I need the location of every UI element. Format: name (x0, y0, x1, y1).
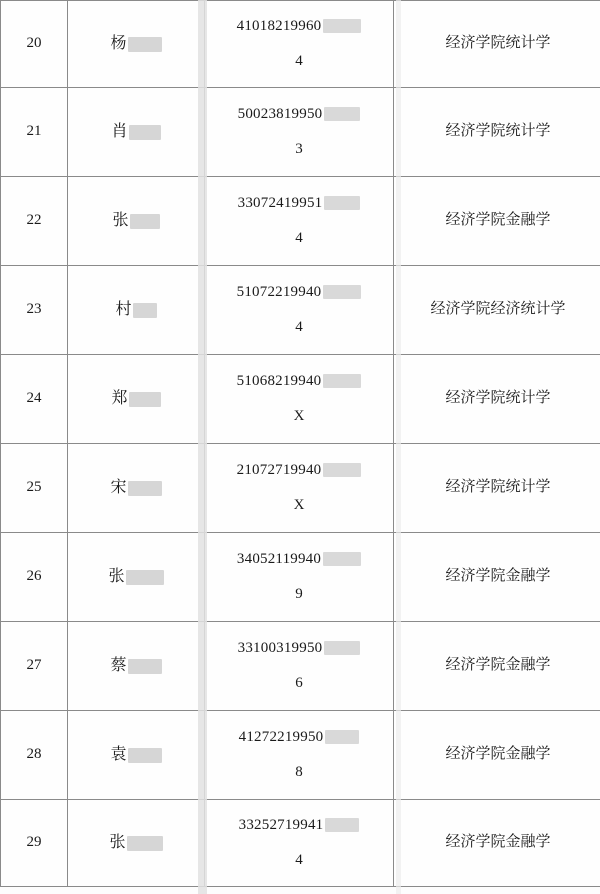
cell-id-number (205, 533, 394, 622)
cell-department-major (394, 444, 600, 533)
id-number-redaction (323, 374, 361, 388)
name-redaction (128, 748, 162, 763)
cell-id-number (205, 266, 394, 355)
cell-name (68, 355, 205, 444)
index-value: 26 (26, 568, 42, 585)
id-number-prefix: 50023819950 (237, 105, 323, 122)
id-number-first-line (238, 102, 361, 128)
id-number-suffix: 9 (295, 586, 303, 602)
id-number-suffix: 4 (295, 319, 303, 335)
id-number-prefix: 33252719941 (238, 816, 324, 833)
id-number-redaction (323, 19, 361, 33)
index-value: 21 (26, 123, 42, 140)
cell-id-number (205, 355, 394, 444)
name-visible-text: 杨 (110, 35, 127, 53)
id-number-first-line (238, 636, 361, 662)
cell-id-number (205, 177, 394, 266)
name-redaction (133, 303, 157, 318)
cell-index (1, 622, 68, 711)
department-major-value: 经济学院金融学 (445, 568, 551, 585)
id-number-redaction (323, 285, 361, 299)
cell-department-major (394, 355, 600, 444)
id-number-first-line (237, 280, 362, 306)
index-value: 29 (26, 834, 42, 851)
cell-index (1, 1, 68, 88)
id-number-suffix: 8 (295, 764, 303, 780)
id-number-first-line (239, 813, 360, 839)
cell-id-number (205, 444, 394, 533)
name-redaction (129, 392, 161, 407)
cell-name (68, 444, 205, 533)
cell-index (1, 177, 68, 266)
name-value (110, 741, 161, 768)
name-redaction (128, 37, 162, 52)
id-number-first-line (237, 458, 362, 484)
id-number-prefix: 51072219940 (236, 283, 322, 300)
id-number-prefix: 41272219950 (238, 728, 324, 745)
name-visible-text: 蔡 (110, 657, 127, 675)
name-redaction (128, 659, 162, 674)
cell-department-major (394, 177, 600, 266)
cell-index (1, 266, 68, 355)
name-redaction (130, 214, 160, 229)
name-value (111, 118, 160, 145)
table-row (1, 622, 600, 711)
name-visible-text: 张 (109, 834, 126, 852)
name-value (110, 30, 161, 57)
id-number-prefix: 33100319950 (237, 639, 323, 656)
department-major-value: 经济学院统计学 (445, 479, 551, 496)
id-number-redaction (324, 107, 360, 121)
name-visible-text: 郑 (111, 390, 128, 408)
id-number-suffix: 3 (295, 141, 303, 157)
name-value (111, 385, 160, 412)
cell-id-number (205, 622, 394, 711)
cell-index (1, 444, 68, 533)
id-number-first-line (237, 547, 361, 573)
id-number-suffix: X (293, 408, 305, 424)
cell-name (68, 177, 205, 266)
id-number-prefix: 34052119940 (236, 550, 322, 567)
name-redaction (127, 836, 163, 851)
name-value (112, 207, 159, 234)
department-major-value: 经济学院统计学 (445, 390, 551, 407)
table-row (1, 266, 600, 355)
table-body (1, 1, 600, 887)
index-value: 24 (26, 390, 42, 407)
cell-name (68, 88, 205, 177)
table-row (1, 711, 600, 800)
id-number-suffix: 4 (295, 230, 303, 246)
index-value: 22 (26, 212, 42, 229)
department-major-value: 经济学院金融学 (445, 657, 551, 674)
cell-index (1, 533, 68, 622)
table-row (1, 1, 600, 88)
cell-department-major (394, 533, 600, 622)
name-visible-text: 村 (115, 301, 132, 319)
cell-department-major (394, 88, 600, 177)
name-visible-text: 袁 (110, 746, 127, 764)
index-value: 25 (26, 479, 42, 496)
id-number-redaction (324, 196, 360, 210)
department-major-value: 经济学院金融学 (445, 746, 551, 763)
table-row (1, 355, 600, 444)
id-number-first-line (237, 369, 362, 395)
id-number-redaction (323, 552, 361, 566)
table-row (1, 800, 600, 887)
id-number-suffix: 4 (295, 852, 303, 868)
cell-name (68, 533, 205, 622)
cell-index (1, 800, 68, 887)
id-number-suffix: 4 (295, 53, 303, 69)
id-number-redaction (324, 641, 360, 655)
cell-name (68, 266, 205, 355)
department-major-value: 经济学院金融学 (445, 834, 551, 851)
id-number-prefix: 33072419951 (237, 194, 323, 211)
name-value (109, 829, 162, 856)
department-major-value: 经济学院统计学 (445, 35, 551, 52)
table-row (1, 177, 600, 266)
name-visible-text: 张 (112, 212, 129, 230)
name-redaction (126, 570, 164, 585)
cell-name (68, 800, 205, 887)
name-value (115, 296, 156, 323)
id-number-redaction (325, 818, 359, 832)
page-top-edge (0, 0, 600, 1)
id-number-prefix: 21072719940 (236, 461, 322, 478)
name-redaction (129, 125, 161, 140)
name-visible-text: 张 (108, 568, 125, 586)
cell-id-number (205, 88, 394, 177)
index-value: 28 (26, 746, 42, 763)
index-value: 23 (26, 301, 42, 318)
name-visible-text: 肖 (111, 123, 128, 141)
name-value (110, 652, 161, 679)
table-row (1, 533, 600, 622)
name-value (110, 474, 161, 501)
name-value (108, 563, 163, 590)
table-row (1, 444, 600, 533)
cell-department-major (394, 622, 600, 711)
name-visible-text: 宋 (110, 479, 127, 497)
cell-department-major (394, 711, 600, 800)
id-number-first-line (239, 725, 360, 751)
cell-name (68, 711, 205, 800)
department-major-value: 经济学院统计学 (445, 123, 551, 140)
cell-index (1, 355, 68, 444)
cell-id-number (205, 800, 394, 887)
id-number-suffix: X (293, 497, 305, 513)
index-value: 27 (26, 657, 42, 674)
cell-department-major (394, 266, 600, 355)
id-number-first-line (238, 191, 361, 217)
cell-id-number (205, 711, 394, 800)
id-number-redaction (323, 463, 361, 477)
cell-name (68, 622, 205, 711)
name-redaction (128, 481, 162, 496)
id-number-prefix: 51068219940 (236, 372, 322, 389)
cell-department-major (394, 800, 600, 887)
cell-index (1, 88, 68, 177)
cell-index (1, 711, 68, 800)
id-number-prefix: 41018219960 (236, 17, 322, 34)
index-value: 20 (26, 35, 42, 52)
department-major-value: 经济学院经济统计学 (430, 301, 566, 318)
table-row (1, 88, 600, 177)
id-number-first-line (237, 14, 362, 40)
cell-name (68, 1, 205, 88)
id-number-suffix: 6 (295, 675, 303, 691)
cell-department-major (394, 1, 600, 88)
id-number-redaction (325, 730, 359, 744)
cell-id-number (205, 1, 394, 88)
department-major-value: 经济学院金融学 (445, 212, 551, 229)
